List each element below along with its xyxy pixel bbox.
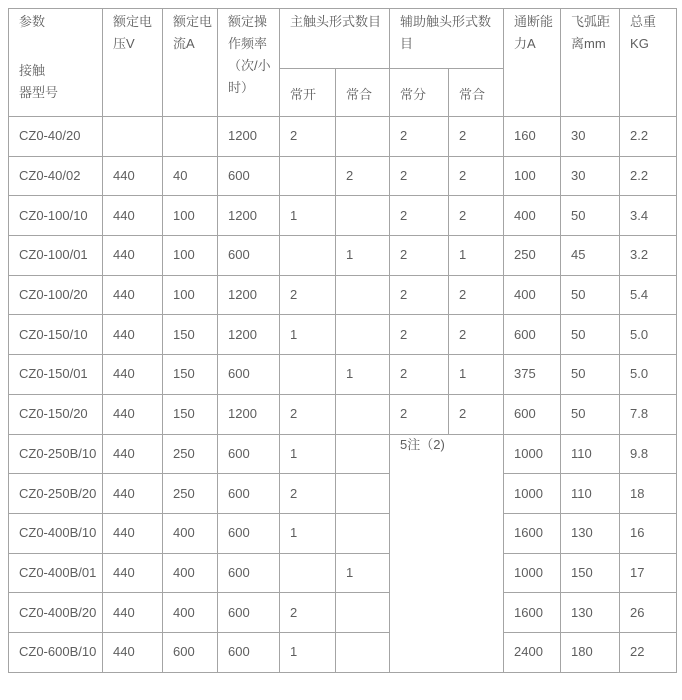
- main-nc-cell: 1: [336, 355, 390, 395]
- model-cell: CZ0-400B/01: [9, 553, 103, 593]
- frequency-cell: 1200: [218, 117, 280, 157]
- breaking-cell: 600: [504, 394, 561, 434]
- voltage-cell: 440: [103, 553, 163, 593]
- main-no-cell: 2: [280, 474, 336, 514]
- model-cell: CZ0-400B/10: [9, 513, 103, 553]
- frequency-cell: 1200: [218, 394, 280, 434]
- frequency-cell: 600: [218, 474, 280, 514]
- header-main-contacts: 主触头形式数目: [280, 9, 390, 69]
- current-cell: 40: [163, 156, 218, 196]
- main-nc-cell: 1: [336, 236, 390, 276]
- current-cell: 100: [163, 236, 218, 276]
- voltage-cell: 440: [103, 156, 163, 196]
- contactor-spec-table: [8, 8, 677, 673]
- breaking-cell: 400: [504, 275, 561, 315]
- breaking-cell: 375: [504, 355, 561, 395]
- main-no-cell: 2: [280, 117, 336, 157]
- frequency-cell: 600: [218, 355, 280, 395]
- main-no-cell: 1: [280, 513, 336, 553]
- aux-no-cell: 2: [390, 117, 449, 157]
- frequency-cell: 600: [218, 236, 280, 276]
- frequency-cell: 1200: [218, 275, 280, 315]
- breaking-cell: 600: [504, 315, 561, 355]
- weight-cell: 16: [620, 513, 677, 553]
- header-aux-contacts: 辅助触头形式数 目: [390, 9, 504, 69]
- model-cell: CZ0-150/20: [9, 394, 103, 434]
- voltage-cell: 440: [103, 236, 163, 276]
- frequency-cell: 600: [218, 632, 280, 672]
- aux-no-cell: 2: [390, 355, 449, 395]
- aux-no-cell: 2: [390, 196, 449, 236]
- voltage-cell: 440: [103, 394, 163, 434]
- table-row: [9, 593, 677, 633]
- frequency-cell: 600: [218, 513, 280, 553]
- header-op-frequency: 额定操 作频率 （次/小 时）: [218, 9, 280, 117]
- aux-no-cell: 2: [390, 156, 449, 196]
- current-cell: 600: [163, 632, 218, 672]
- main-nc-cell: [336, 632, 390, 672]
- breaking-cell: 1000: [504, 434, 561, 474]
- breaking-cell: 160: [504, 117, 561, 157]
- breaking-cell: 100: [504, 156, 561, 196]
- table-row: [9, 355, 677, 395]
- weight-cell: 5.4: [620, 275, 677, 315]
- arc-cell: 30: [561, 156, 620, 196]
- current-cell: 100: [163, 196, 218, 236]
- arc-cell: 110: [561, 434, 620, 474]
- voltage-cell: 440: [103, 275, 163, 315]
- aux-nc-cell: 1: [449, 236, 504, 276]
- breaking-cell: 1000: [504, 474, 561, 514]
- table-row: [9, 513, 677, 553]
- current-cell: 100: [163, 275, 218, 315]
- main-nc-cell: [336, 196, 390, 236]
- header-breaking-capacity: 通断能 力A: [504, 9, 561, 117]
- main-no-cell: [280, 236, 336, 276]
- breaking-cell: 2400: [504, 632, 561, 672]
- arc-cell: 50: [561, 355, 620, 395]
- main-nc-cell: [336, 275, 390, 315]
- aux-nc-cell: 2: [449, 156, 504, 196]
- arc-cell: 110: [561, 474, 620, 514]
- model-cell: CZ0-100/20: [9, 275, 103, 315]
- model-cell: CZ0-150/10: [9, 315, 103, 355]
- model-cell: CZ0-150/01: [9, 355, 103, 395]
- breaking-cell: 250: [504, 236, 561, 276]
- main-no-cell: 1: [280, 632, 336, 672]
- model-cell: CZ0-40/02: [9, 156, 103, 196]
- weight-cell: 5.0: [620, 355, 677, 395]
- current-cell: 150: [163, 355, 218, 395]
- main-nc-cell: [336, 513, 390, 553]
- breaking-cell: 1600: [504, 593, 561, 633]
- arc-cell: 45: [561, 236, 620, 276]
- model-cell: CZ0-600B/10: [9, 632, 103, 672]
- model-cell: CZ0-250B/20: [9, 474, 103, 514]
- voltage-cell: 440: [103, 196, 163, 236]
- current-cell: 150: [163, 315, 218, 355]
- current-cell: 400: [163, 553, 218, 593]
- table-row: [9, 196, 677, 236]
- model-cell: CZ0-400B/20: [9, 593, 103, 633]
- weight-cell: 2.2: [620, 156, 677, 196]
- frequency-cell: 600: [218, 593, 280, 633]
- table-row: [9, 117, 677, 157]
- voltage-cell: 440: [103, 355, 163, 395]
- main-no-cell: [280, 355, 336, 395]
- main-nc-cell: [336, 434, 390, 474]
- header-aux-open: 常分: [390, 69, 449, 117]
- aux-nc-cell: 2: [449, 315, 504, 355]
- spec-table-container: [8, 8, 682, 673]
- weight-cell: 17: [620, 553, 677, 593]
- header-param-model: 参数 接触 器型号: [9, 9, 103, 117]
- table-row: [9, 275, 677, 315]
- weight-cell: 5.0: [620, 315, 677, 355]
- voltage-cell: [103, 117, 163, 157]
- model-cell: CZ0-250B/10: [9, 434, 103, 474]
- table-header: [9, 9, 677, 117]
- voltage-cell: 440: [103, 632, 163, 672]
- main-no-cell: 1: [280, 434, 336, 474]
- weight-cell: 22: [620, 632, 677, 672]
- aux-nc-cell: 2: [449, 196, 504, 236]
- model-cell: CZ0-100/10: [9, 196, 103, 236]
- main-nc-cell: [336, 315, 390, 355]
- weight-cell: 26: [620, 593, 677, 633]
- main-nc-cell: [336, 474, 390, 514]
- table-row: [9, 632, 677, 672]
- aux-nc-cell: 1: [449, 355, 504, 395]
- model-cell: CZ0-100/01: [9, 236, 103, 276]
- arc-cell: 50: [561, 394, 620, 434]
- aux-nc-cell: 2: [449, 117, 504, 157]
- arc-cell: 180: [561, 632, 620, 672]
- arc-cell: 50: [561, 196, 620, 236]
- weight-cell: 2.2: [620, 117, 677, 157]
- arc-cell: 50: [561, 275, 620, 315]
- header-main-nc: 常合: [336, 69, 390, 117]
- header-row-main: [9, 9, 677, 69]
- table-row: [9, 236, 677, 276]
- header-total-weight: 总重 KG: [620, 9, 677, 117]
- weight-cell: 3.4: [620, 196, 677, 236]
- frequency-cell: 600: [218, 434, 280, 474]
- aux-no-cell: 2: [390, 275, 449, 315]
- main-nc-cell: [336, 593, 390, 633]
- main-no-cell: 1: [280, 315, 336, 355]
- frequency-cell: 600: [218, 156, 280, 196]
- weight-cell: 3.2: [620, 236, 677, 276]
- voltage-cell: 440: [103, 315, 163, 355]
- aux-nc-cell: 2: [449, 394, 504, 434]
- current-cell: 250: [163, 474, 218, 514]
- main-no-cell: 2: [280, 593, 336, 633]
- breaking-cell: 1000: [504, 553, 561, 593]
- current-cell: [163, 117, 218, 157]
- aux-no-cell: 2: [390, 236, 449, 276]
- table-row: [9, 434, 677, 474]
- frequency-cell: 600: [218, 553, 280, 593]
- frequency-cell: 1200: [218, 315, 280, 355]
- main-no-cell: [280, 156, 336, 196]
- current-cell: 400: [163, 593, 218, 633]
- arc-cell: 150: [561, 553, 620, 593]
- current-cell: 150: [163, 394, 218, 434]
- table-row: [9, 474, 677, 514]
- current-cell: 400: [163, 513, 218, 553]
- voltage-cell: 440: [103, 474, 163, 514]
- arc-cell: 130: [561, 593, 620, 633]
- breaking-cell: 400: [504, 196, 561, 236]
- breaking-cell: 1600: [504, 513, 561, 553]
- main-no-cell: 1: [280, 196, 336, 236]
- main-nc-cell: 1: [336, 553, 390, 593]
- weight-cell: 9.8: [620, 434, 677, 474]
- model-cell: CZ0-40/20: [9, 117, 103, 157]
- current-cell: 250: [163, 434, 218, 474]
- voltage-cell: 440: [103, 513, 163, 553]
- aux-nc-cell: 2: [449, 275, 504, 315]
- voltage-cell: 440: [103, 593, 163, 633]
- main-nc-cell: 2: [336, 156, 390, 196]
- weight-cell: 7.8: [620, 394, 677, 434]
- table-row: [9, 315, 677, 355]
- aux-note-cell: 5注（2): [390, 434, 504, 672]
- weight-cell: 18: [620, 474, 677, 514]
- main-no-cell: 2: [280, 394, 336, 434]
- table-row: [9, 553, 677, 593]
- header-main-no: 常开: [280, 69, 336, 117]
- table-body: [9, 117, 677, 673]
- aux-no-cell: 2: [390, 394, 449, 434]
- arc-cell: 130: [561, 513, 620, 553]
- arc-cell: 50: [561, 315, 620, 355]
- main-nc-cell: [336, 394, 390, 434]
- header-rated-voltage: 额定电 压V: [103, 9, 163, 117]
- aux-no-cell: 2: [390, 315, 449, 355]
- header-aux-close: 常合: [449, 69, 504, 117]
- header-arc-distance: 飞弧距 离mm: [561, 9, 620, 117]
- voltage-cell: 440: [103, 434, 163, 474]
- main-nc-cell: [336, 117, 390, 157]
- main-no-cell: [280, 553, 336, 593]
- table-row: [9, 156, 677, 196]
- table-row: [9, 394, 677, 434]
- main-no-cell: 2: [280, 275, 336, 315]
- arc-cell: 30: [561, 117, 620, 157]
- frequency-cell: 1200: [218, 196, 280, 236]
- header-rated-current: 额定电 流A: [163, 9, 218, 117]
